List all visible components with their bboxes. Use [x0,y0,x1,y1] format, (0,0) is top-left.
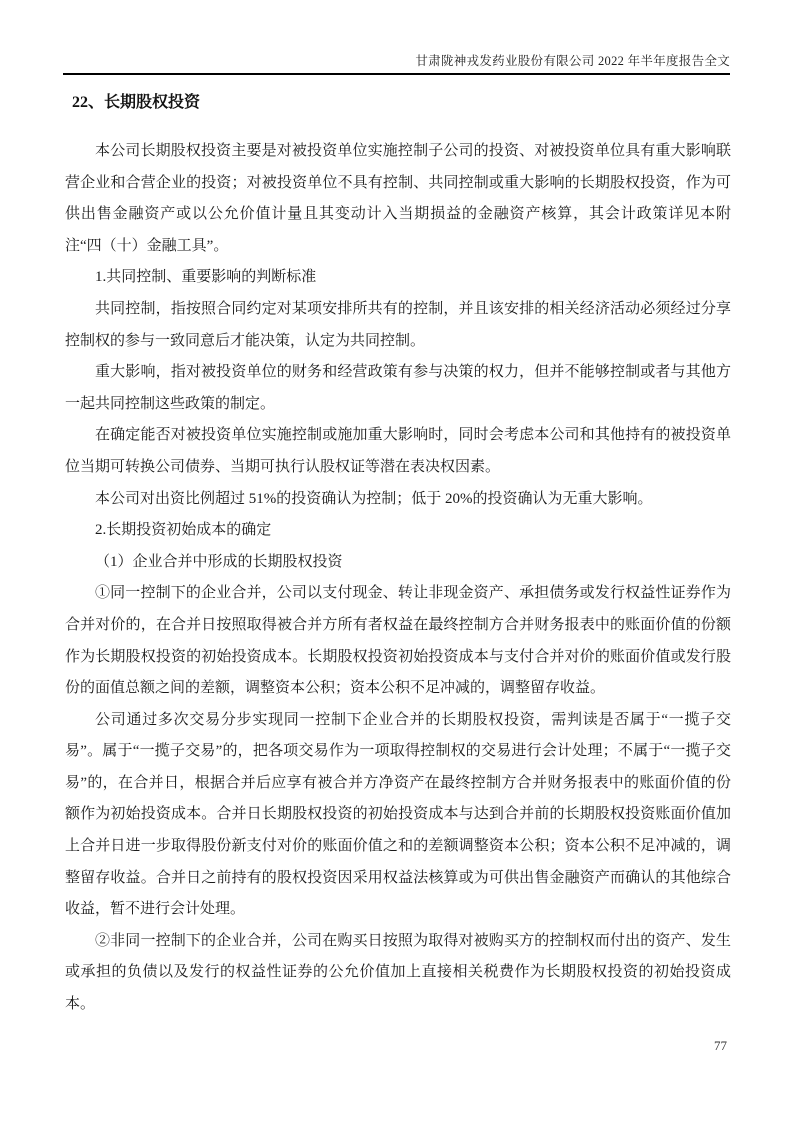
paragraph-potential-voting: 在确定能否对被投资单位实施控制或施加重大影响时，同时会考虑本公司和其他持有的被投资单位当期可转换公司债券、当期可执行认股权证等潜在表决权因素。 [65,427,731,475]
body-text [65,136,731,1021]
page-number: 77 [714,1038,727,1053]
paragraph-joint-control: 共同控制，指按照合同约定对某项安排所共有的控制，并且该安排的相关经济活动必须经过分享控制权的参与一致同意后才能决策，认定为共同控制。 [65,300,731,349]
page-content [65,91,731,1021]
paragraph-subhead-2-1: （1）企业合并中形成的长期股权投资 [95,553,343,570]
page-header-title: 甘肃陇神戎发药业股份有限公司 2022 年半年度报告全文 [415,54,730,68]
header-rule [63,73,730,75]
paragraph-subhead-2: 2.长期投资初始成本的确定 [95,522,272,539]
paragraph-step-acquisition: 公司通过多次交易分步实现同一控制下企业合并的长期股权投资，需判读是否属于“一揽子交易”。属于“一揽子交易”的，把各项交易作为一项取得控制权的交易进行会计处理；不属于“一揽子交易”的，在合并日，根据合并后应享有被合并方净资产在最终控制方合并财务报表中的账面价值的份额作为初始投资成本。合并日长期股权投资的初始投资成本与达到合并前的长期股权投资账面价值加上合并日进一步取得股份新支付对价的账面价值之和的差额调整资本公积；资本公积不足冲减的，调整留存收益。合并日之前持有的股权投资因采用权益法核算或为可供出售金融资产而确认的其他综合收益，暂不进行会计处理。 [65,711,731,918]
paragraph-thresholds: 本公司对出资比例超过 51%的投资确认为控制；低于 20%的投资确认为无重大影响。 [95,490,653,507]
paragraph-intro: 本公司长期股权投资主要是对被投资单位实施控制子公司的投资、对被投资单位具有重大影响联营企业和合营企业的投资；对被投资单位不具有控制、共同控制或重大影响的长期股权投资，作为可供出售金融资产或以公允价值计量且其变动计入当期损益的金融资产核算，其会计政策详见本附注“四（十）金融工具”。 [65,143,731,254]
paragraph-significant-influence: 重大影响，指对被投资单位的财务和经营政策有参与决策的权力，但并不能够控制或者与其他方一起共同控制这些政策的制定。 [65,364,731,412]
paragraph-non-same-control: ②非同一控制下的企业合并，公司在购买日按照为取得对被购买方的控制权而付出的资产、发生或承担的负债以及发行的权益性证券的公允价值加上直接相关税费作为长期股权投资的初始投资成本。 [65,932,731,1013]
paragraph-same-control: ①同一控制下的企业合并，公司以支付现金、转让非现金资产、承担债务或发行权益性证券作为合并对价的，在合并日按照取得被合并方所有者权益在最终控制方合并财务报表中的账面价值的份额作为长期股权投资的初始投资成本。长期股权投资初始投资成本与支付合并对价的账面价值或发行股份的面值总额之间的差额，调整资本公积；资本公积不足冲减的，调整留存收益。 [65,585,731,697]
paragraph-subhead-1: 1.共同控制、重要影响的判断标准 [95,269,317,286]
section-title: 22、长期股权投资 [72,94,201,111]
